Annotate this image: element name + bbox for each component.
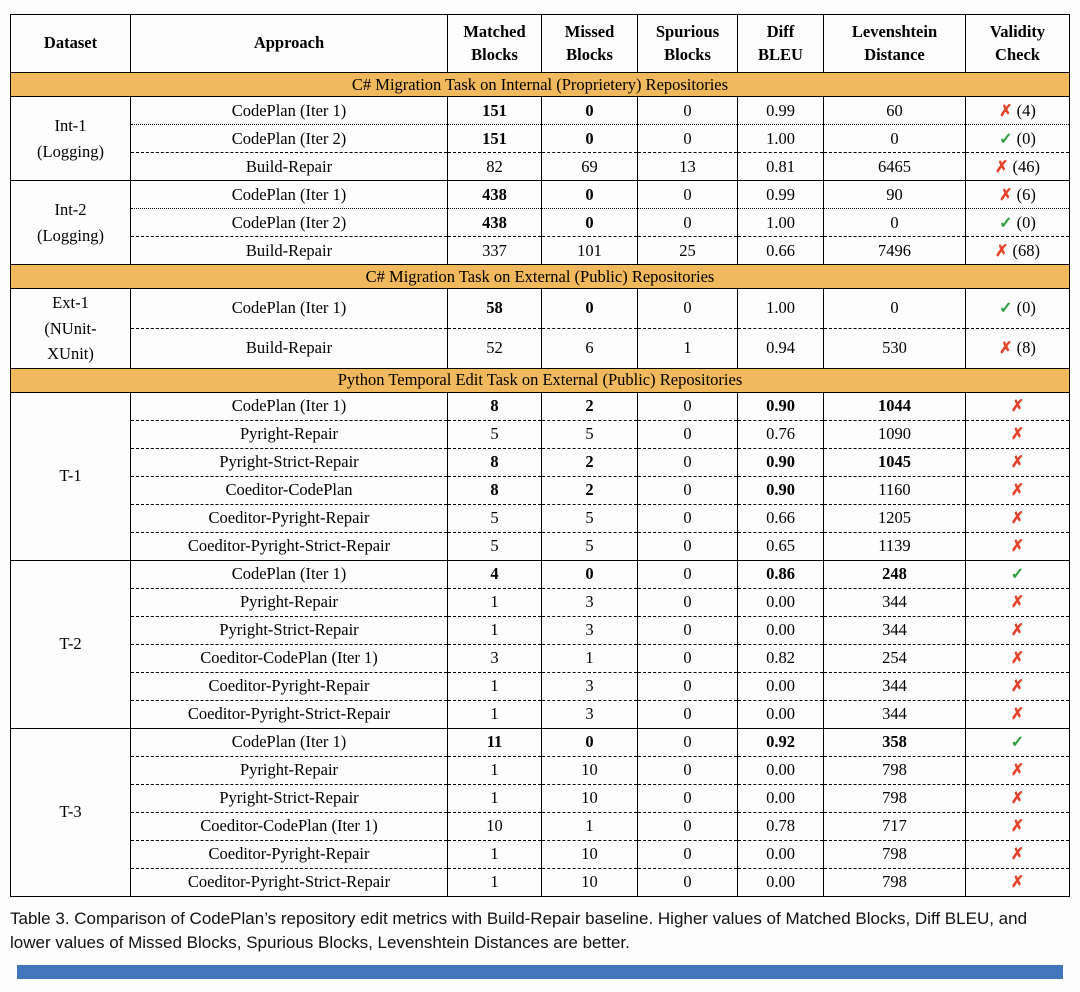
missed-blocks-value: 2 — [542, 448, 638, 476]
levenshtein-distance-value: 344 — [824, 700, 966, 728]
diff-bleu-value: 0.81 — [738, 153, 824, 181]
spurious-blocks-value: 0 — [638, 209, 738, 237]
col-header-line: Dataset — [43, 33, 98, 53]
diff-bleu-value: 0.00 — [738, 616, 824, 644]
col-header-line: Diff — [766, 22, 795, 42]
matched-blocks-value: 1 — [448, 784, 542, 812]
dataset-label — [11, 728, 131, 896]
levenshtein-distance-value: 344 — [824, 588, 966, 616]
cross-icon: ✗ — [1010, 706, 1025, 724]
levenshtein-distance-value: 798 — [824, 840, 966, 868]
missed-blocks-value: 3 — [542, 616, 638, 644]
section-banner-row — [11, 368, 1070, 392]
validity-cell — [966, 448, 1070, 476]
validity-cell — [966, 756, 1070, 784]
diff-bleu-value: 0.00 — [738, 700, 824, 728]
col-header-matched-blocks — [448, 15, 542, 73]
diff-bleu-value: 1.00 — [738, 209, 824, 237]
results-table-body — [11, 73, 1070, 897]
diff-bleu-value: 0.66 — [738, 504, 824, 532]
cross-icon: ✗ — [1010, 622, 1025, 640]
col-header-levenshtein-distance — [824, 15, 966, 73]
matched-blocks-value: 151 — [448, 125, 542, 153]
validity-cell — [966, 289, 1070, 329]
approach-label: Coeditor-Pyright-Repair — [131, 504, 448, 532]
validity-cell — [966, 125, 1070, 153]
dataset-label-line: Int-1 — [54, 115, 87, 135]
col-header-line: Blocks — [471, 44, 518, 64]
dataset-label-line: Ext-1 — [52, 293, 89, 312]
col-header-line: Approach — [253, 33, 325, 53]
matched-blocks-value: 1 — [448, 700, 542, 728]
col-header-line: Distance — [864, 44, 925, 64]
dataset-label-line: T-3 — [59, 802, 82, 822]
cross-icon: ✗ — [995, 242, 1009, 260]
validity-cell — [966, 700, 1070, 728]
table-row — [11, 840, 1070, 868]
cross-icon: ✗ — [1010, 650, 1025, 668]
missed-blocks-value: 10 — [542, 784, 638, 812]
col-header-line: Check — [995, 44, 1040, 64]
cross-icon: ✗ — [1010, 762, 1025, 780]
levenshtein-distance-value: 248 — [824, 560, 966, 588]
matched-blocks-value: 5 — [448, 420, 542, 448]
cross-icon: ✗ — [1010, 510, 1025, 528]
levenshtein-distance-value: 717 — [824, 812, 966, 840]
dataset-label-line: Int-2 — [54, 199, 87, 219]
diff-bleu-value: 0.00 — [738, 756, 824, 784]
table-row — [11, 504, 1070, 532]
levenshtein-distance-value: 0 — [824, 125, 966, 153]
approach-label: Coeditor-CodePlan (Iter 1) — [131, 812, 448, 840]
missed-blocks-value: 5 — [542, 532, 638, 560]
validity-cell — [966, 97, 1070, 125]
validity-cell — [966, 644, 1070, 672]
table-row — [11, 448, 1070, 476]
section-banner-row — [11, 265, 1070, 289]
table-caption: Table 3. Comparison of CodePlan’s repository edit metrics with Build-Repair baseline. Higher values of Matched Blocks, Diff BLEU, and lower values of Missed Blocks, Spurious Blocks, Levenshtein Distances are better. — [10, 908, 1028, 953]
diff-bleu-value: 0.00 — [738, 840, 824, 868]
matched-blocks-value: 1 — [448, 672, 542, 700]
diff-bleu-value: 0.00 — [738, 672, 824, 700]
levenshtein-distance-value: 1090 — [824, 420, 966, 448]
matched-blocks-value: 8 — [448, 448, 542, 476]
missed-blocks-value: 10 — [542, 868, 638, 896]
col-header-line: Validity — [989, 22, 1046, 42]
cross-icon: ✗ — [1010, 790, 1025, 808]
validity-cell — [966, 812, 1070, 840]
cross-icon: ✗ — [995, 158, 1009, 176]
missed-blocks-value: 101 — [542, 237, 638, 265]
approach-label: Pyright-Strict-Repair — [131, 616, 448, 644]
missed-blocks-value: 6 — [542, 328, 638, 368]
validity-count: (68) — [1012, 240, 1040, 260]
spurious-blocks-value: 0 — [638, 181, 738, 209]
spurious-blocks-value: 0 — [638, 644, 738, 672]
missed-blocks-value: 0 — [542, 289, 638, 329]
col-header-diff-bleu — [738, 15, 824, 73]
approach-label: CodePlan (Iter 1) — [131, 392, 448, 420]
table-row — [11, 328, 1070, 368]
table-row — [11, 392, 1070, 420]
approach-label: CodePlan (Iter 1) — [131, 728, 448, 756]
diff-bleu-value: 1.00 — [738, 125, 824, 153]
table-row — [11, 756, 1070, 784]
section-banner: C# Migration Task on External (Public) Repositories — [11, 265, 1070, 289]
next-figure-bar — [17, 965, 1063, 979]
cross-icon: ✗ — [1010, 818, 1025, 836]
diff-bleu-value: 0.78 — [738, 812, 824, 840]
spurious-blocks-value: 0 — [638, 588, 738, 616]
levenshtein-distance-value: 1044 — [824, 392, 966, 420]
levenshtein-distance-value: 798 — [824, 756, 966, 784]
col-header-missed-blocks — [542, 15, 638, 73]
spurious-blocks-value: 0 — [638, 756, 738, 784]
dataset-label — [11, 560, 131, 728]
missed-blocks-value: 0 — [542, 560, 638, 588]
check-icon: ✓ — [999, 214, 1013, 232]
col-header-line: Blocks — [664, 44, 711, 64]
validity-cell — [966, 209, 1070, 237]
levenshtein-distance-value: 60 — [824, 97, 966, 125]
spurious-blocks-value: 0 — [638, 812, 738, 840]
dataset-label — [11, 289, 131, 369]
results-table — [10, 14, 1070, 897]
missed-blocks-value: 0 — [542, 181, 638, 209]
approach-label: Build-Repair — [131, 237, 448, 265]
spurious-blocks-value: 0 — [638, 616, 738, 644]
approach-label: Pyright-Repair — [131, 588, 448, 616]
table-row — [11, 784, 1070, 812]
dataset-label-line: (Logging) — [37, 141, 104, 161]
check-icon: ✓ — [1010, 734, 1025, 752]
approach-label: CodePlan (Iter 1) — [131, 289, 448, 329]
dataset-label-line: (Logging) — [37, 225, 104, 245]
matched-blocks-value: 1 — [448, 756, 542, 784]
missed-blocks-value: 1 — [542, 812, 638, 840]
table-row — [11, 476, 1070, 504]
diff-bleu-value: 0.90 — [738, 392, 824, 420]
validity-cell — [966, 672, 1070, 700]
cross-icon: ✗ — [1010, 398, 1025, 416]
validity-count: (46) — [1012, 156, 1040, 176]
validity-count: (8) — [1016, 338, 1036, 358]
matched-blocks-value: 151 — [448, 97, 542, 125]
missed-blocks-value: 3 — [542, 700, 638, 728]
col-header-line: Matched — [463, 22, 526, 42]
table-row — [11, 560, 1070, 588]
table-row — [11, 153, 1070, 181]
validity-cell — [966, 504, 1070, 532]
table-row — [11, 700, 1070, 728]
spurious-blocks-value: 0 — [638, 420, 738, 448]
approach-label: Coeditor-Pyright-Strict-Repair — [131, 532, 448, 560]
levenshtein-distance-value: 1160 — [824, 476, 966, 504]
dataset-label-line: T-2 — [59, 634, 82, 654]
header-row — [11, 15, 1070, 73]
missed-blocks-value: 5 — [542, 420, 638, 448]
cross-icon: ✗ — [1010, 594, 1025, 612]
missed-blocks-value: 1 — [542, 644, 638, 672]
approach-label: Coeditor-CodePlan (Iter 1) — [131, 644, 448, 672]
approach-label: Pyright-Repair — [131, 756, 448, 784]
cross-icon: ✗ — [1010, 482, 1025, 500]
spurious-blocks-value: 0 — [638, 532, 738, 560]
spurious-blocks-value: 0 — [638, 728, 738, 756]
matched-blocks-value: 8 — [448, 476, 542, 504]
approach-label: Build-Repair — [131, 153, 448, 181]
dataset-label — [11, 97, 131, 181]
levenshtein-distance-value: 0 — [824, 209, 966, 237]
matched-blocks-value: 438 — [448, 209, 542, 237]
spurious-blocks-value: 0 — [638, 289, 738, 329]
matched-blocks-value: 5 — [448, 504, 542, 532]
approach-label: CodePlan (Iter 1) — [131, 181, 448, 209]
col-header-validity-check — [966, 15, 1070, 73]
validity-cell — [966, 560, 1070, 588]
dataset-label-line: (NUnit- — [44, 318, 97, 338]
diff-bleu-value: 0.94 — [738, 328, 824, 368]
cross-icon: ✗ — [1010, 678, 1025, 696]
diff-bleu-value: 0.90 — [738, 448, 824, 476]
cross-icon: ✗ — [999, 186, 1013, 204]
validity-cell — [966, 616, 1070, 644]
section-banner-row — [11, 73, 1070, 97]
section-banner: C# Migration Task on Internal (Proprietery) Repositories — [11, 73, 1070, 97]
dataset-label — [11, 392, 131, 560]
matched-blocks-value: 58 — [448, 289, 542, 329]
approach-label: CodePlan (Iter 1) — [131, 97, 448, 125]
matched-blocks-value: 52 — [448, 328, 542, 368]
spurious-blocks-value: 0 — [638, 672, 738, 700]
spurious-blocks-value: 0 — [638, 392, 738, 420]
missed-blocks-value: 2 — [542, 476, 638, 504]
spurious-blocks-value: 0 — [638, 868, 738, 896]
approach-label: Coeditor-Pyright-Repair — [131, 840, 448, 868]
cross-icon: ✗ — [1010, 454, 1025, 472]
levenshtein-distance-value: 798 — [824, 868, 966, 896]
table-row — [11, 125, 1070, 153]
table-row — [11, 728, 1070, 756]
spurious-blocks-value: 0 — [638, 700, 738, 728]
matched-blocks-value: 5 — [448, 532, 542, 560]
approach-label: Coeditor-CodePlan — [131, 476, 448, 504]
spurious-blocks-value: 0 — [638, 840, 738, 868]
validity-cell — [966, 420, 1070, 448]
cross-icon: ✗ — [999, 102, 1013, 120]
table-row — [11, 868, 1070, 896]
approach-label: Build-Repair — [131, 328, 448, 368]
approach-label: CodePlan (Iter 2) — [131, 209, 448, 237]
diff-bleu-value: 0.92 — [738, 728, 824, 756]
approach-label: CodePlan (Iter 1) — [131, 560, 448, 588]
cross-icon: ✗ — [1010, 874, 1025, 892]
validity-count: (6) — [1016, 184, 1036, 204]
validity-count: (0) — [1016, 128, 1036, 148]
col-header-approach — [131, 15, 448, 73]
table-row — [11, 289, 1070, 329]
validity-cell — [966, 328, 1070, 368]
validity-cell — [966, 181, 1070, 209]
missed-blocks-value: 0 — [542, 209, 638, 237]
diff-bleu-value: 0.82 — [738, 644, 824, 672]
matched-blocks-value: 1 — [448, 588, 542, 616]
diff-bleu-value: 0.66 — [738, 237, 824, 265]
diff-bleu-value: 0.76 — [738, 420, 824, 448]
table-row — [11, 97, 1070, 125]
check-icon: ✓ — [1010, 566, 1025, 584]
validity-cell — [966, 868, 1070, 896]
matched-blocks-value: 8 — [448, 392, 542, 420]
levenshtein-distance-value: 90 — [824, 181, 966, 209]
levenshtein-distance-value: 530 — [824, 328, 966, 368]
dataset-label — [11, 181, 131, 265]
cross-icon: ✗ — [1010, 426, 1025, 444]
diff-bleu-value: 0.00 — [738, 588, 824, 616]
validity-cell — [966, 728, 1070, 756]
table-row — [11, 812, 1070, 840]
missed-blocks-value: 5 — [542, 504, 638, 532]
validity-cell — [966, 532, 1070, 560]
levenshtein-distance-value: 358 — [824, 728, 966, 756]
validity-cell — [966, 153, 1070, 181]
spurious-blocks-value: 0 — [638, 784, 738, 812]
missed-blocks-value: 0 — [542, 97, 638, 125]
validity-cell — [966, 476, 1070, 504]
approach-label: Coeditor-Pyright-Repair — [131, 672, 448, 700]
validity-cell — [966, 840, 1070, 868]
matched-blocks-value: 1 — [448, 616, 542, 644]
matched-blocks-value: 337 — [448, 237, 542, 265]
col-header-spurious-blocks — [638, 15, 738, 73]
validity-cell — [966, 784, 1070, 812]
approach-label: Coeditor-Pyright-Strict-Repair — [131, 868, 448, 896]
diff-bleu-value: 0.99 — [738, 97, 824, 125]
missed-blocks-value: 69 — [542, 153, 638, 181]
diff-bleu-value: 0.00 — [738, 784, 824, 812]
spurious-blocks-value: 0 — [638, 476, 738, 504]
approach-label: Coeditor-Pyright-Strict-Repair — [131, 700, 448, 728]
matched-blocks-value: 438 — [448, 181, 542, 209]
levenshtein-distance-value: 344 — [824, 616, 966, 644]
table-row — [11, 532, 1070, 560]
approach-label: Pyright-Strict-Repair — [131, 784, 448, 812]
validity-cell — [966, 588, 1070, 616]
check-icon: ✓ — [999, 300, 1013, 318]
missed-blocks-value: 10 — [542, 756, 638, 784]
validity-cell — [966, 237, 1070, 265]
col-header-line: Missed — [564, 22, 615, 42]
missed-blocks-value: 10 — [542, 840, 638, 868]
table-row — [11, 672, 1070, 700]
cross-icon: ✗ — [1010, 846, 1025, 864]
matched-blocks-value: 10 — [448, 812, 542, 840]
col-header-line: Levenshtein — [851, 22, 938, 42]
diff-bleu-value: 0.90 — [738, 476, 824, 504]
matched-blocks-value: 1 — [448, 840, 542, 868]
missed-blocks-value: 3 — [542, 672, 638, 700]
levenshtein-distance-value: 798 — [824, 784, 966, 812]
diff-bleu-value: 0.00 — [738, 868, 824, 896]
spurious-blocks-value: 0 — [638, 97, 738, 125]
check-icon: ✓ — [999, 130, 1013, 148]
section-banner: Python Temporal Edit Task on External (Public) Repositories — [11, 368, 1070, 392]
spurious-blocks-value: 0 — [638, 504, 738, 532]
validity-count: (0) — [1016, 212, 1036, 232]
validity-cell — [966, 392, 1070, 420]
diff-bleu-value: 0.99 — [738, 181, 824, 209]
validity-count: (4) — [1016, 100, 1036, 120]
table-row — [11, 181, 1070, 209]
levenshtein-distance-value: 0 — [824, 289, 966, 329]
missed-blocks-value: 2 — [542, 392, 638, 420]
matched-blocks-value: 11 — [448, 728, 542, 756]
table-row — [11, 644, 1070, 672]
approach-label: Pyright-Repair — [131, 420, 448, 448]
diff-bleu-value: 0.65 — [738, 532, 824, 560]
levenshtein-distance-value: 7496 — [824, 237, 966, 265]
levenshtein-distance-value: 1045 — [824, 448, 966, 476]
spurious-blocks-value: 0 — [638, 125, 738, 153]
levenshtein-distance-value: 1139 — [824, 532, 966, 560]
cross-icon: ✗ — [999, 340, 1013, 358]
matched-blocks-value: 4 — [448, 560, 542, 588]
spurious-blocks-value: 25 — [638, 237, 738, 265]
spurious-blocks-value: 1 — [638, 328, 738, 368]
col-header-line: BLEU — [758, 44, 803, 64]
matched-blocks-value: 1 — [448, 868, 542, 896]
approach-label: Pyright-Strict-Repair — [131, 448, 448, 476]
diff-bleu-value: 0.86 — [738, 560, 824, 588]
spurious-blocks-value: 0 — [638, 448, 738, 476]
diff-bleu-value: 1.00 — [738, 289, 824, 329]
spurious-blocks-value: 13 — [638, 153, 738, 181]
matched-blocks-value: 82 — [448, 153, 542, 181]
matched-blocks-value: 3 — [448, 644, 542, 672]
table-row — [11, 237, 1070, 265]
missed-blocks-value: 0 — [542, 125, 638, 153]
missed-blocks-value: 0 — [542, 728, 638, 756]
col-header-line: Blocks — [566, 44, 613, 64]
col-header-line: Spurious — [655, 22, 720, 42]
spurious-blocks-value: 0 — [638, 560, 738, 588]
table-row — [11, 588, 1070, 616]
col-header-dataset — [11, 15, 131, 73]
table-row — [11, 209, 1070, 237]
dataset-label-line: XUnit) — [47, 344, 94, 364]
cross-icon: ✗ — [1010, 538, 1025, 556]
missed-blocks-value: 3 — [542, 588, 638, 616]
table-row — [11, 420, 1070, 448]
levenshtein-distance-value: 344 — [824, 672, 966, 700]
results-table-header — [11, 15, 1070, 73]
dataset-label-line: T-1 — [59, 466, 82, 486]
approach-label: CodePlan (Iter 2) — [131, 125, 448, 153]
validity-count: (0) — [1016, 298, 1036, 318]
levenshtein-distance-value: 6465 — [824, 153, 966, 181]
levenshtein-distance-value: 1205 — [824, 504, 966, 532]
table-row — [11, 616, 1070, 644]
levenshtein-distance-value: 254 — [824, 644, 966, 672]
